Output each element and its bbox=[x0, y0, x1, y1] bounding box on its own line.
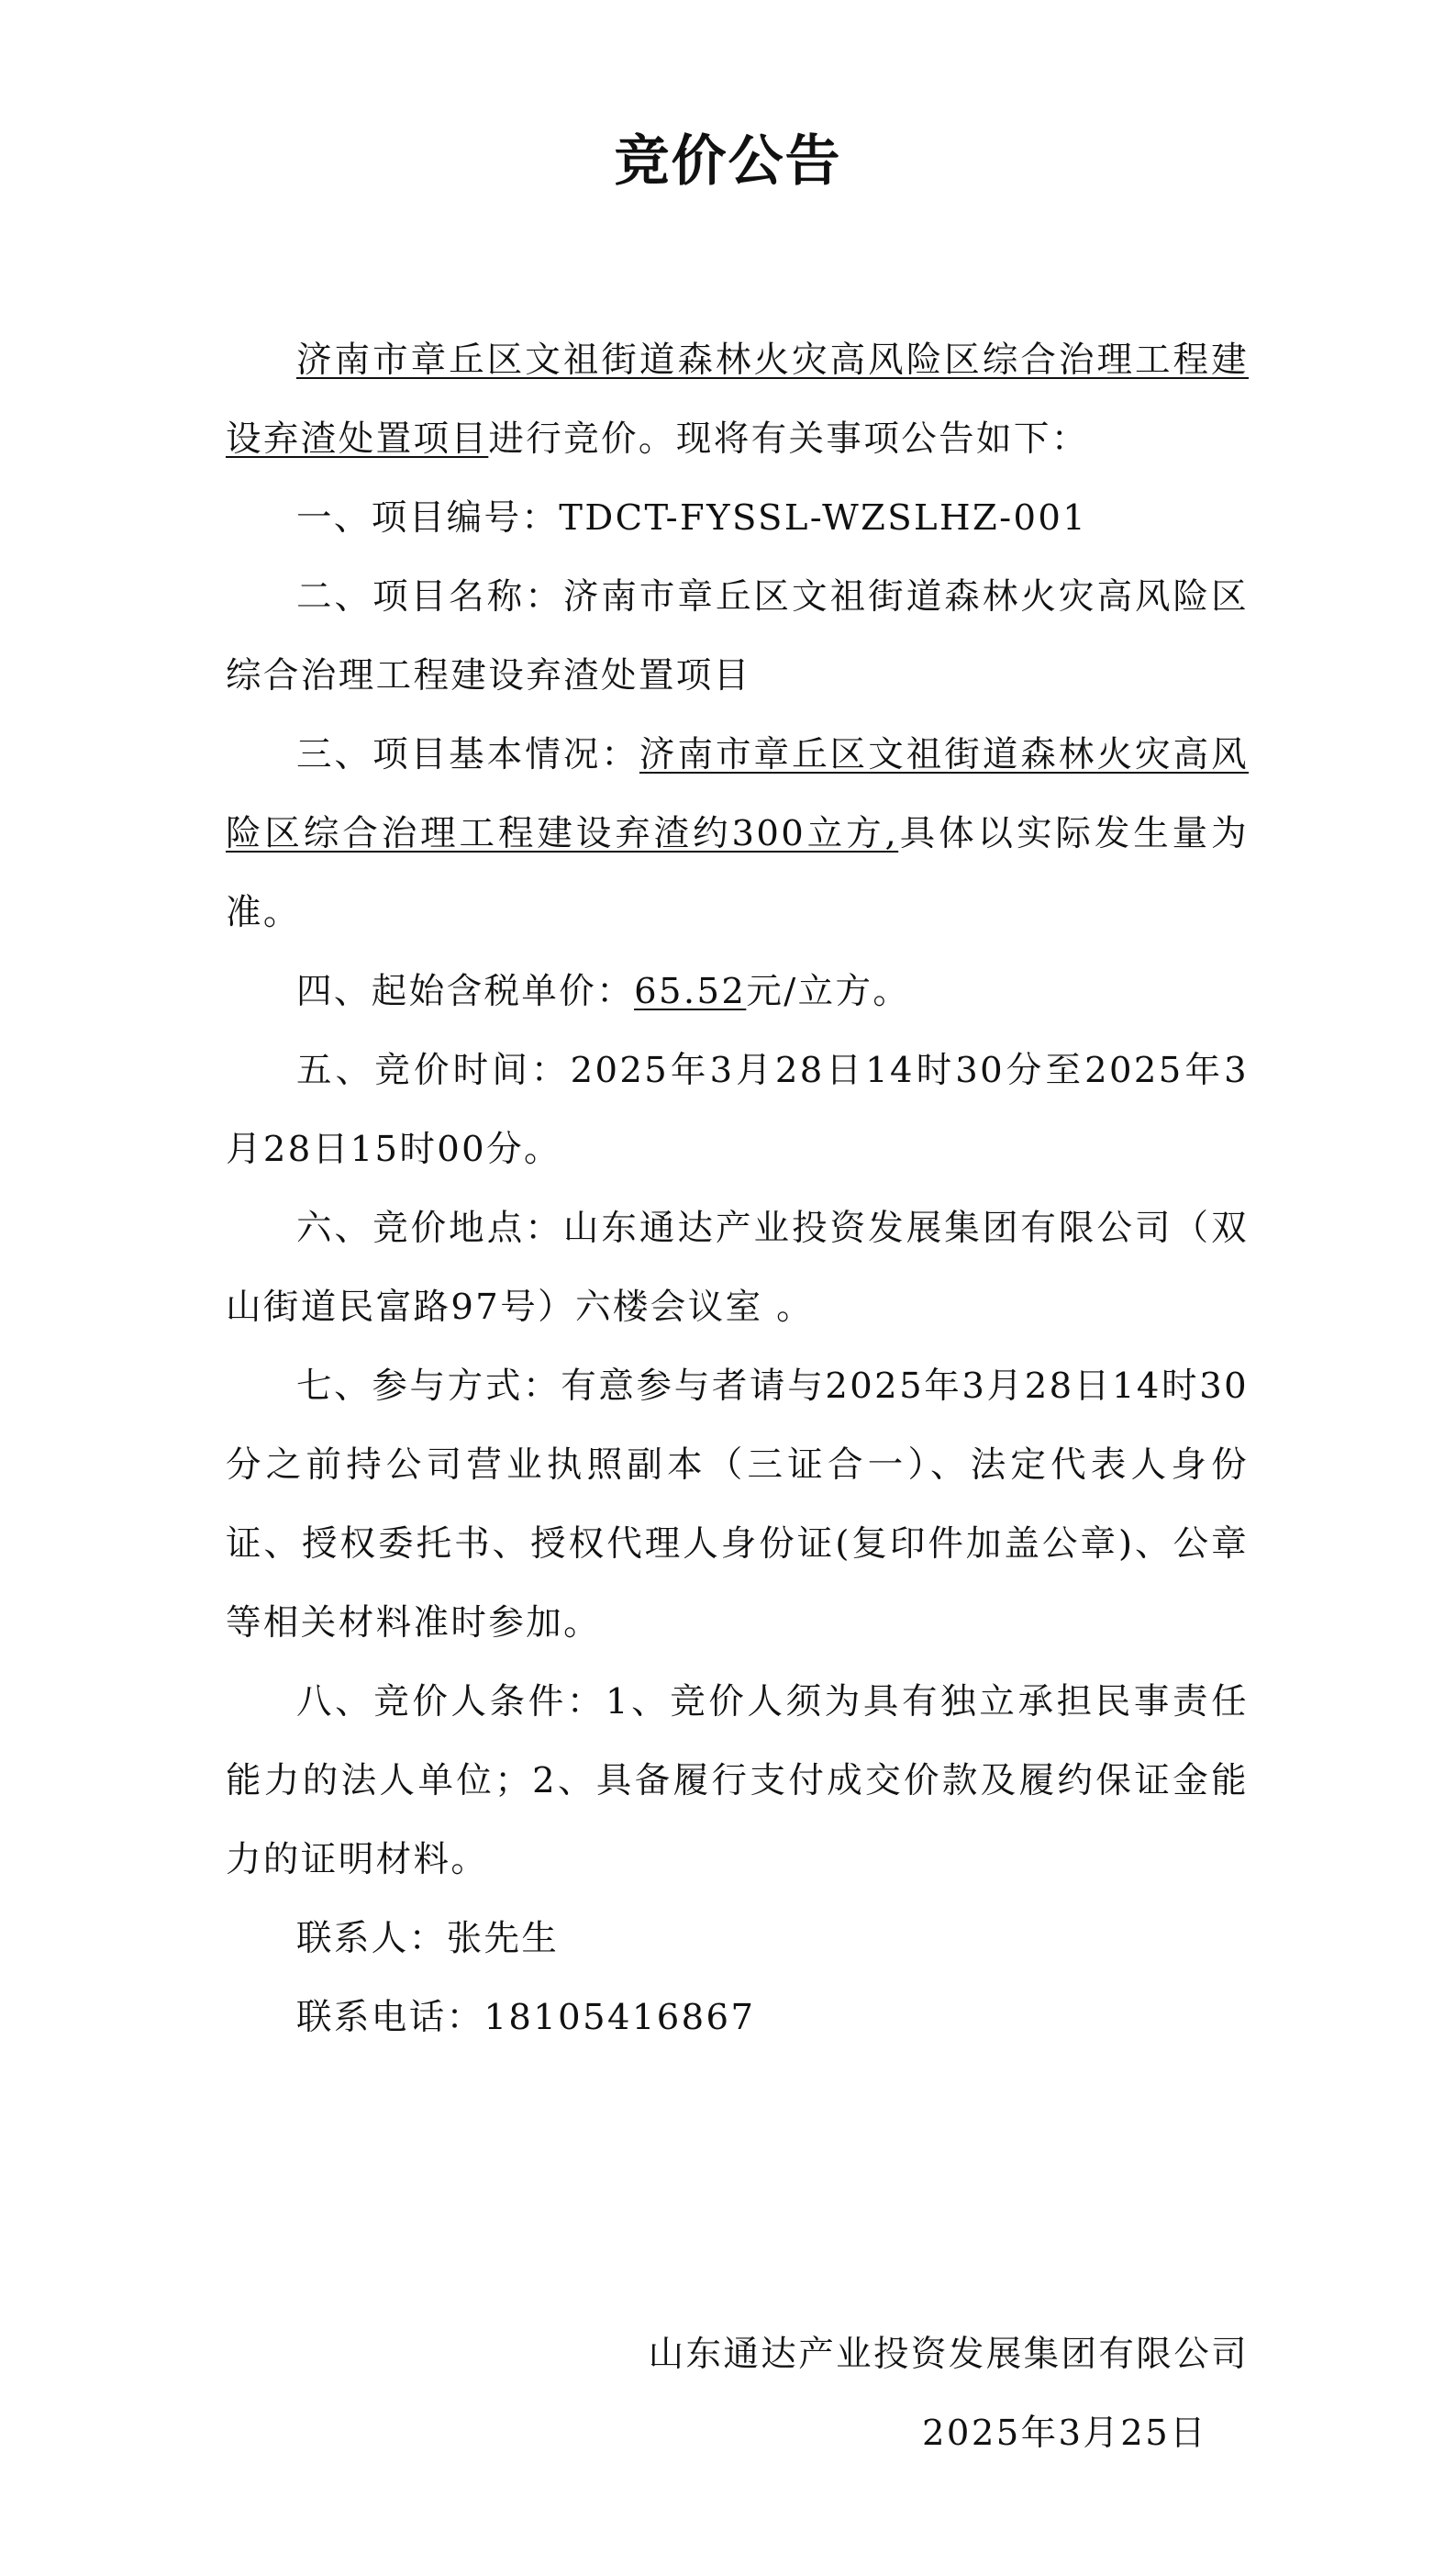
item-bidding-location: 六、竞价地点：山东通达产业投资发展集团有限公司（双山街道民富路97号）六楼会议室 。 bbox=[226, 1208, 1249, 1328]
signature-company: 山东通达产业投资发展集团有限公司 bbox=[648, 2334, 1249, 2375]
item-project-number: 一、项目编号：TDCT-FYSSL-WZSLHZ-001 bbox=[296, 497, 1088, 539]
intro-rest: 进行竞价。现将有关事项公告如下： bbox=[488, 418, 1089, 460]
page-title: 竞价公告 bbox=[614, 129, 842, 194]
basic-info-label: 三、项目基本情况： bbox=[296, 734, 639, 775]
item-basic-info bbox=[226, 716, 1249, 953]
signature-block bbox=[649, 2315, 1249, 2473]
basic-info-underlined: 济南市章丘区文祖街道森林火灾高风险区综合治理工程建设弃渣约300立方, bbox=[226, 734, 1250, 854]
signature-date: 2025年3月25日 bbox=[922, 2413, 1207, 2454]
start-price-unit: 元/立方。 bbox=[746, 971, 911, 1012]
start-price-label: 四、起始含税单价： bbox=[296, 971, 635, 1012]
announcement-body bbox=[226, 321, 1249, 2057]
basic-info-rest: 具体以实际发生量为准。 bbox=[226, 813, 1249, 933]
contact-person: 联系人：张先生 bbox=[296, 1918, 560, 1959]
contact-phone: 联系电话：18105416867 bbox=[296, 1997, 756, 2038]
item-participation: 七、参与方式：有意参与者请与2025年3月28日14时30分之前持公司营业执照副本（三证合一）、法定代表人身份证、授权委托书、授权代理人身份证(复印件加盖公章)、公章等相关材料准时参加。 bbox=[226, 1366, 1249, 1644]
item-bidding-time: 五、竞价时间：2025年3月28日14时30分至2025年3月28日15时00分。 bbox=[226, 1050, 1249, 1170]
start-price-value: 65.52 bbox=[634, 971, 747, 1012]
item-bidder-conditions: 八、竞价人条件：1、竞价人须为具有独立承担民事责任能力的法人单位；2、具备履行支付成交价款及履约保证金能力的证明材料。 bbox=[226, 1681, 1249, 1880]
intro-paragraph bbox=[226, 321, 1249, 479]
item-project-name: 二、项目名称：济南市章丘区文祖街道森林火灾高风险区综合治理工程建设弃渣处置项目 bbox=[226, 576, 1249, 697]
item-start-price bbox=[226, 953, 1249, 1031]
project-name-underlined: 济南市章丘区文祖街道森林火灾高风险区综合治理工程建设弃渣处置项目 bbox=[226, 340, 1249, 460]
